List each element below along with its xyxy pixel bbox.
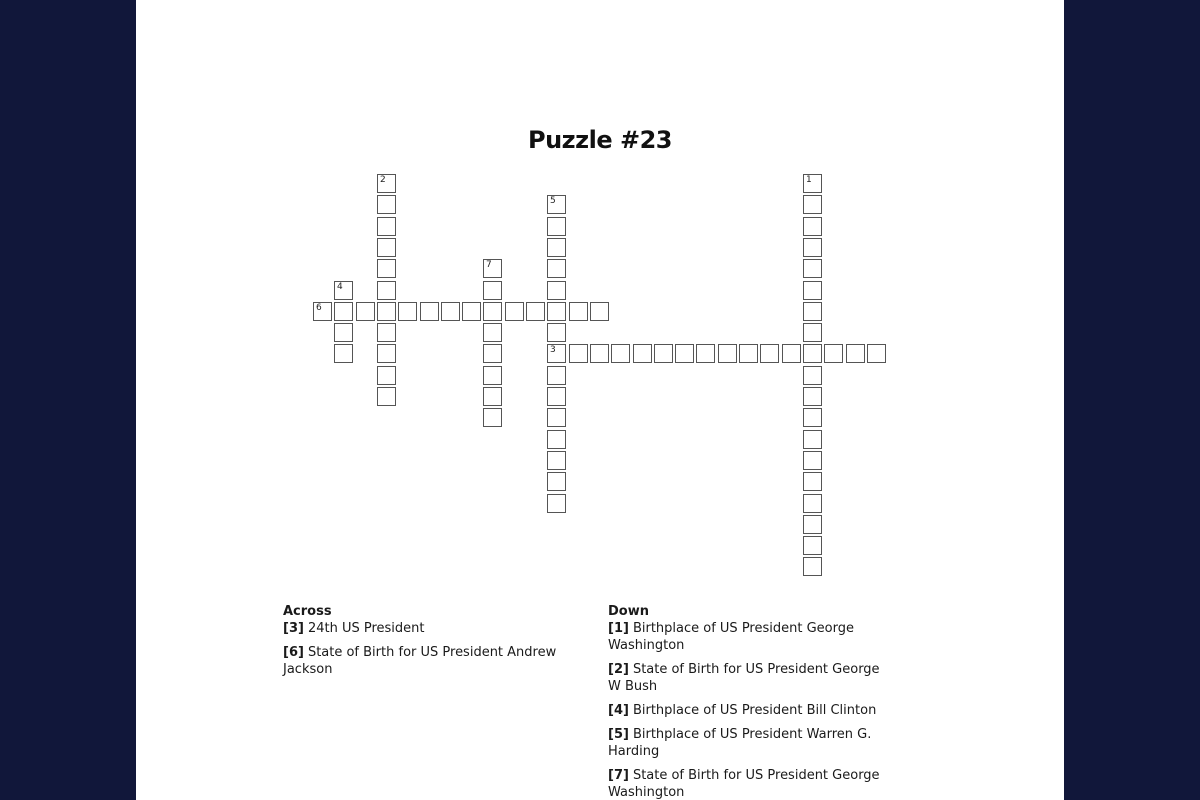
grid-cell[interactable]	[803, 472, 822, 491]
grid-cell[interactable]	[483, 281, 502, 300]
clue-text: Birthplace of US President George Washington	[608, 621, 854, 653]
down-heading: Down	[608, 604, 649, 619]
grid-cell[interactable]	[377, 323, 396, 342]
grid-cell[interactable]	[760, 344, 779, 363]
grid-cell[interactable]	[633, 344, 652, 363]
grid-cell[interactable]	[547, 323, 566, 342]
grid-cell[interactable]	[590, 344, 609, 363]
crossword-grid	[136, 0, 1064, 600]
grid-cell[interactable]	[803, 217, 822, 236]
puzzle-page	[136, 0, 1064, 800]
grid-cell[interactable]	[803, 451, 822, 470]
grid-cell[interactable]	[611, 344, 630, 363]
clue-down-1	[608, 620, 893, 654]
grid-cell-4[interactable]	[334, 281, 353, 300]
across-clues	[283, 604, 558, 685]
grid-cell[interactable]	[547, 387, 566, 406]
grid-cell[interactable]	[483, 366, 502, 385]
clue-text: Birthplace of US President Warren G. Harding	[608, 727, 872, 759]
clue-text: State of Birth for US President George W Bush	[608, 662, 880, 694]
grid-cell[interactable]	[846, 344, 865, 363]
clue-number: [7]	[608, 768, 629, 783]
grid-cell[interactable]	[824, 344, 843, 363]
grid-cell[interactable]	[462, 302, 481, 321]
clue-down-2	[608, 661, 893, 695]
grid-cell[interactable]	[803, 557, 822, 576]
grid-cell[interactable]	[569, 302, 588, 321]
cell-number: 4	[337, 282, 343, 292]
grid-cell[interactable]	[547, 430, 566, 449]
cell-number: 7	[486, 260, 492, 270]
clue-text: State of Birth for US President George Washington	[608, 768, 880, 800]
clue-number: [1]	[608, 621, 629, 636]
grid-cell[interactable]	[483, 323, 502, 342]
clue-text: Birthplace of US President Bill Clinton	[632, 703, 877, 718]
grid-cell[interactable]	[441, 302, 460, 321]
clue-down-7	[608, 767, 893, 800]
cell-number: 2	[380, 175, 386, 185]
grid-cell[interactable]	[803, 302, 822, 321]
grid-cell[interactable]	[803, 281, 822, 300]
grid-cell[interactable]	[483, 408, 502, 427]
grid-cell-1[interactable]	[803, 174, 822, 193]
grid-cell[interactable]	[547, 494, 566, 513]
grid-cell[interactable]	[526, 302, 545, 321]
grid-cell[interactable]	[377, 259, 396, 278]
grid-cell[interactable]	[547, 408, 566, 427]
grid-cell[interactable]	[547, 472, 566, 491]
clue-number: [3]	[283, 621, 304, 636]
grid-cell-7[interactable]	[483, 259, 502, 278]
grid-cell[interactable]	[547, 217, 566, 236]
grid-cell[interactable]	[547, 281, 566, 300]
grid-cell[interactable]	[334, 302, 353, 321]
down-clues	[608, 604, 893, 800]
grid-cell[interactable]	[803, 259, 822, 278]
grid-cell[interactable]	[398, 302, 417, 321]
grid-cell[interactable]	[334, 344, 353, 363]
clue-down-4	[608, 702, 893, 719]
clue-down-5	[608, 726, 893, 760]
grid-cell[interactable]	[505, 302, 524, 321]
grid-cell[interactable]	[483, 387, 502, 406]
clue-number: [5]	[608, 727, 629, 742]
grid-cell[interactable]	[803, 494, 822, 513]
grid-cell[interactable]	[483, 302, 502, 321]
grid-cell[interactable]	[675, 344, 694, 363]
grid-cell[interactable]	[547, 366, 566, 385]
grid-cell[interactable]	[803, 515, 822, 534]
grid-cell[interactable]	[377, 387, 396, 406]
clue-number: [6]	[283, 645, 304, 660]
grid-cell-6[interactable]	[313, 302, 332, 321]
grid-cell-2[interactable]	[377, 174, 396, 193]
cell-number: 5	[550, 196, 556, 206]
grid-cell[interactable]	[803, 366, 822, 385]
clue-text: 24th US President	[307, 621, 425, 636]
grid-cell[interactable]	[718, 344, 737, 363]
cell-number: 3	[550, 345, 556, 355]
grid-cell[interactable]	[803, 387, 822, 406]
grid-cell[interactable]	[867, 344, 886, 363]
grid-cell[interactable]	[377, 217, 396, 236]
grid-cell[interactable]	[803, 430, 822, 449]
grid-cell[interactable]	[334, 323, 353, 342]
grid-cell[interactable]	[356, 302, 375, 321]
grid-cell[interactable]	[803, 536, 822, 555]
grid-cell[interactable]	[803, 344, 822, 363]
grid-cell[interactable]	[547, 302, 566, 321]
clue-number: [4]	[608, 703, 629, 718]
clue-number: [2]	[608, 662, 629, 677]
puzzle-title: Puzzle #23	[528, 126, 672, 154]
grid-cell[interactable]	[483, 344, 502, 363]
grid-cell[interactable]	[803, 238, 822, 257]
grid-cell[interactable]	[739, 344, 758, 363]
grid-cell[interactable]	[547, 259, 566, 278]
grid-cell-5[interactable]	[547, 195, 566, 214]
grid-cell[interactable]	[803, 408, 822, 427]
grid-cell[interactable]	[590, 302, 609, 321]
cell-number: 1	[806, 175, 812, 185]
grid-cell[interactable]	[377, 281, 396, 300]
grid-cell[interactable]	[782, 344, 801, 363]
grid-cell[interactable]	[377, 302, 396, 321]
grid-cell[interactable]	[569, 344, 588, 363]
grid-cell[interactable]	[803, 195, 822, 214]
grid-cell[interactable]	[803, 323, 822, 342]
grid-cell[interactable]	[377, 195, 396, 214]
clue-across-3	[283, 620, 558, 637]
grid-cell[interactable]	[696, 344, 715, 363]
grid-cell[interactable]	[377, 238, 396, 257]
grid-cell[interactable]	[377, 344, 396, 363]
grid-cell-3[interactable]	[547, 344, 566, 363]
clue-text: State of Birth for US President Andrew Jackson	[283, 645, 557, 677]
grid-cell[interactable]	[547, 238, 566, 257]
grid-cell[interactable]	[377, 366, 396, 385]
grid-cell[interactable]	[547, 451, 566, 470]
grid-cell[interactable]	[654, 344, 673, 363]
clue-across-6	[283, 644, 558, 678]
grid-cell[interactable]	[420, 302, 439, 321]
cell-number: 6	[316, 303, 322, 313]
across-heading: Across	[283, 604, 332, 619]
